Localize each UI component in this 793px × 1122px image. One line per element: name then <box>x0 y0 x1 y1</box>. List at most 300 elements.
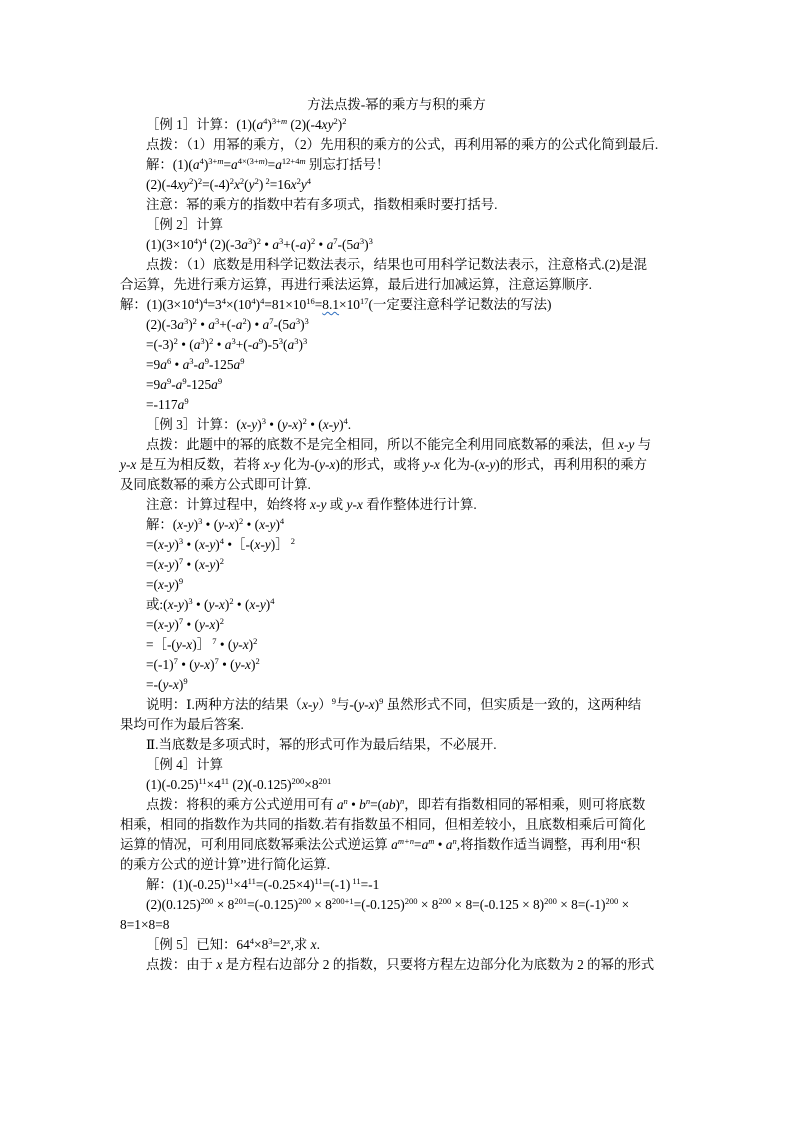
superscript: 4 <box>306 176 312 186</box>
math-variable: a <box>262 317 270 332</box>
superscript: 3 <box>247 236 253 246</box>
math-variable: a <box>182 357 190 372</box>
text-segment: • ( <box>202 517 219 532</box>
text-segment: 运算的情况，可利用同底数幂乘法公式逆运算 <box>120 837 392 852</box>
math-variable: y <box>300 177 307 192</box>
text-line <box>146 657 260 673</box>
superscript: 7 <box>178 616 184 626</box>
superscript: 2 <box>229 176 234 186</box>
math-variable: y-x <box>319 457 336 472</box>
text-segment: ) <box>210 657 215 672</box>
text-segment: =81×10 <box>264 297 307 312</box>
superscript: 3 <box>278 336 284 346</box>
text-segment: 点拨：由于 <box>146 957 217 972</box>
text-line <box>146 137 658 153</box>
math-variable: a <box>224 337 232 352</box>
superscript: 3 <box>304 316 309 326</box>
text-segment: ) <box>215 557 220 572</box>
math-variable: a <box>193 337 201 352</box>
math-variable: a <box>177 397 185 412</box>
superscript: 3+ <box>208 156 218 166</box>
superscript: 9 <box>184 396 189 406</box>
superscript: 3 <box>261 416 266 426</box>
text-segment: ,将指数作适当调整，再利用“积 <box>456 837 641 852</box>
text-segment: =-( <box>146 677 163 692</box>
text-line <box>146 517 284 533</box>
math-variable: x-y <box>254 537 271 552</box>
math-variable: y-x <box>120 457 137 472</box>
text-segment: ) <box>252 237 257 252</box>
math-variable: x <box>233 177 240 192</box>
text-line <box>120 277 592 293</box>
text-segment: • ( <box>177 337 194 352</box>
superscript: m <box>280 116 288 126</box>
superscript: 3 <box>302 336 308 346</box>
superscript: 2 <box>296 176 301 186</box>
superscript: 2 <box>288 536 295 546</box>
superscript: 200 <box>544 896 557 906</box>
text-segment: ) <box>174 557 179 572</box>
superscript: 2 <box>263 176 270 186</box>
superscript: 4 <box>194 296 199 306</box>
superscript: 200 <box>605 896 619 906</box>
text-segment: =( <box>146 557 159 572</box>
text-segment: 说明：Ⅰ.两种方法的结果（ <box>146 697 302 712</box>
math-variable: y-x <box>234 657 251 672</box>
text-segment: =(-3) <box>146 337 174 352</box>
text-segment: • ( <box>183 557 199 572</box>
superscript: 2 <box>189 176 194 186</box>
superscript: 4 <box>263 116 268 126</box>
superscript: 3 <box>359 236 365 246</box>
superscript: 9 <box>331 696 336 706</box>
math-variable: y-x <box>281 417 299 432</box>
text-line <box>146 377 222 393</box>
math-variable: x-y <box>322 417 340 432</box>
math-variable: a <box>175 377 183 392</box>
text-segment: ( <box>244 177 249 192</box>
math-variable: y-x <box>346 497 363 512</box>
superscript: 6 <box>166 356 172 366</box>
text-segment: • ( <box>265 417 282 432</box>
text-segment: ) <box>267 117 272 132</box>
text-line <box>146 797 645 813</box>
superscript: 2 <box>219 556 225 566</box>
text-segment: 点拨：（1）底数是用科学记数法表示，结果也可用科学记数法表示，注意格式.(2)是混 <box>146 257 648 272</box>
text-segment: ) <box>306 237 311 252</box>
superscript: 4 <box>251 296 256 306</box>
text-segment: ) <box>188 317 193 332</box>
text-segment: • ( <box>243 517 260 532</box>
text-segment: = <box>223 157 232 172</box>
text-segment: × <box>618 897 630 912</box>
superscript: 2 <box>197 176 203 186</box>
text-segment: ［例 2］计算 <box>146 217 223 232</box>
text-segment: =( <box>146 537 159 552</box>
text-segment: 是方程右边部分 2 的指数，只要将方程左边部分化为底数为 2 的幂的形式 <box>222 957 655 972</box>
text-segment: × 8 <box>310 897 332 912</box>
math-variable: y-x <box>162 677 179 692</box>
superscript: 2 <box>239 176 245 186</box>
text-line <box>146 177 311 193</box>
superscript: 201 <box>318 776 332 786</box>
text-line <box>146 397 189 413</box>
text-segment: • ( <box>183 617 199 632</box>
text-segment: ) <box>258 177 264 192</box>
text-segment: =-1 <box>360 877 380 892</box>
text-line <box>120 837 640 853</box>
text-segment: +(- <box>283 237 300 252</box>
superscript: 12+4 <box>281 156 300 166</box>
text-line <box>146 197 498 213</box>
text-segment: ×4 <box>233 877 248 892</box>
text-segment: • ( <box>177 657 194 672</box>
text-segment: 虽然形式不同，但实质是一致的，这两种结 <box>383 697 642 712</box>
superscript: 200 <box>404 896 418 906</box>
text-segment: •［-( <box>224 537 255 552</box>
text-segment: • <box>315 237 327 252</box>
math-variable: a <box>160 357 167 372</box>
text-line <box>146 937 320 953</box>
text-segment: =-117 <box>146 397 178 412</box>
text-segment: =2 <box>272 937 287 952</box>
math-variable: a <box>198 357 205 372</box>
superscript: 3 <box>368 236 373 246</box>
superscript: 9 <box>166 376 172 386</box>
superscript: 2 <box>310 236 316 246</box>
superscript: 2 <box>242 316 247 326</box>
text-line <box>146 237 373 253</box>
text-segment: (2)(-4 <box>146 177 178 192</box>
superscript: 4 <box>199 156 204 166</box>
math-variable: a <box>299 237 307 252</box>
superscript: 11 <box>198 776 207 786</box>
math-variable: y <box>248 177 255 192</box>
text-segment: ) <box>248 637 254 652</box>
text-segment: • <box>171 357 183 372</box>
superscript: 11 <box>350 876 361 886</box>
text-segment: 与 <box>634 437 652 452</box>
superscript: 9 <box>379 696 384 706</box>
text-segment: ) <box>224 597 230 612</box>
superscript: 200 <box>291 776 305 786</box>
text-segment: • <box>434 837 446 852</box>
text-segment: • <box>347 797 360 812</box>
text-line <box>146 157 389 173</box>
text-line <box>146 117 347 133</box>
text-segment: =16 <box>269 177 291 192</box>
math-variable: y-x <box>193 657 211 672</box>
text-segment: ［例 3］计算： <box>146 417 237 432</box>
superscript: 3 <box>231 336 236 346</box>
superscript: 17 <box>360 296 369 306</box>
math-variable: y-x <box>423 457 440 472</box>
text-line <box>146 757 223 773</box>
math-variable: y-x <box>218 517 235 532</box>
text-line <box>146 537 295 553</box>
text-segment: 与-( <box>335 697 359 712</box>
text-segment: -125 <box>208 357 234 372</box>
superscript: 2 <box>254 176 259 186</box>
text-segment: ，即若有指数相同的幂相乘，则可将底数 <box>404 797 646 812</box>
text-segment: 8.1 <box>322 297 340 312</box>
text-segment: =3 <box>207 297 222 312</box>
text-segment: = <box>414 837 422 852</box>
superscript: 3 <box>178 536 184 546</box>
text-segment: ) <box>395 797 400 812</box>
math-variable: b <box>359 797 366 812</box>
text-segment: =(-0.125) <box>353 897 405 912</box>
text-line <box>146 437 651 453</box>
text-segment: ) <box>298 337 303 352</box>
text-segment: • ( <box>216 637 233 652</box>
text-segment: × 8 <box>417 897 439 912</box>
text-segment: (2)(-3 <box>146 317 178 332</box>
math-variable: xy <box>321 117 334 132</box>
superscript: m+n <box>397 836 414 846</box>
superscript: 11 <box>247 876 256 886</box>
text-segment: 点拨：（1）用幂的乘方，（2）先用积的乘方的公式，再利用幂的乘方的公式化简到最后. <box>146 137 659 152</box>
text-segment: ) <box>193 177 198 192</box>
superscript: 3 <box>279 236 284 246</box>
text-segment: =9 <box>146 357 161 372</box>
text-segment: 及同底数幂的乘方公式即可计算. <box>120 477 311 492</box>
superscript: m <box>299 156 306 166</box>
math-variable: a <box>289 317 296 332</box>
text-segment: ） <box>318 697 332 712</box>
text-segment: 方法点拨-幂的乘方与积的乘方 <box>307 97 486 112</box>
text-segment: • ( <box>218 657 235 672</box>
superscript: 7 <box>178 556 184 566</box>
math-variable: y-x <box>175 637 193 652</box>
text-segment: (2)(-0.125) <box>229 777 292 792</box>
math-variable: a <box>445 837 453 852</box>
text-segment: 点拨：此题中的幂的底数不是完全相同，所以不能完全利用同底数幂的乘法，但 <box>146 437 619 452</box>
math-variable: a <box>241 237 248 252</box>
math-variable: y-x <box>208 597 225 612</box>
text-line <box>146 877 379 893</box>
superscript: m <box>428 836 435 846</box>
text-segment: (2)(0.125) <box>146 897 201 912</box>
math-variable: a <box>177 317 184 332</box>
text-segment: =( <box>146 617 159 632</box>
text-segment: ) <box>339 417 344 432</box>
math-variable: x-y <box>158 577 175 592</box>
math-variable: x-y <box>167 597 184 612</box>
superscript: 4×(3+ <box>237 156 259 166</box>
superscript: 2 <box>192 316 197 326</box>
superscript: 4 <box>221 296 226 306</box>
text-segment: ) <box>364 237 369 252</box>
superscript: 9 <box>178 576 184 586</box>
math-variable: x-y <box>177 517 194 532</box>
text-segment: ×10 <box>339 297 360 312</box>
math-variable: a <box>211 377 218 392</box>
text-segment: × 8=(-1) <box>556 897 606 912</box>
text-segment: 或:( <box>146 597 168 612</box>
text-segment: =(-0.25×4) <box>255 877 315 892</box>
text-segment: ×8 <box>304 777 319 792</box>
text-line <box>146 597 275 613</box>
text-segment: )的形式，再利用积的乘方 <box>495 457 648 472</box>
superscript: 3+ <box>271 116 281 126</box>
text-segment: Ⅱ.当底数是多项式时，幂的形式可作为最后结果，不必展开. <box>146 737 497 752</box>
superscript: 9 <box>182 376 187 386</box>
superscript: 4 <box>270 596 275 606</box>
text-segment: ) <box>275 517 280 532</box>
text-line <box>146 737 497 753</box>
math-variable: y-x <box>358 697 375 712</box>
text-segment: ) <box>178 677 184 692</box>
superscript: 200 <box>200 896 214 906</box>
superscript: m <box>217 156 224 166</box>
text-segment: ×8 <box>254 937 269 952</box>
superscript: 3 <box>188 596 193 606</box>
text-segment: ) <box>337 117 343 132</box>
text-segment: 化为-( <box>439 457 479 472</box>
text-segment: 化为-( <box>279 457 319 472</box>
math-variable: x-y <box>478 457 496 472</box>
superscript: 7 <box>214 656 219 666</box>
math-variable: x-y <box>310 497 327 512</box>
text-segment: (一定要注意科学记数法的写法) <box>368 297 552 312</box>
superscript: 3 <box>183 316 189 326</box>
text-segment: ) <box>204 337 210 352</box>
text-segment: =［-( <box>146 637 176 652</box>
math-variable: x-y <box>249 597 266 612</box>
superscript: 2 <box>219 616 225 626</box>
math-variable: a <box>235 317 243 332</box>
text-line <box>146 497 477 513</box>
text-segment: ) <box>300 317 305 332</box>
text-segment: 或 <box>326 497 347 512</box>
text-segment: ) <box>174 577 179 592</box>
text-line <box>146 777 331 793</box>
text-segment: =(-1) <box>322 877 351 892</box>
superscript: 4 <box>249 936 255 946</box>
text-line <box>146 337 307 353</box>
text-segment: 看作整体进行计算. <box>362 497 477 512</box>
superscript: x <box>286 936 291 946</box>
superscript: 3 <box>189 356 194 366</box>
text-line <box>146 677 188 693</box>
text-segment: ×4 <box>206 777 221 792</box>
text-segment: 果均可作为最后答案. <box>120 717 244 732</box>
page-title <box>0 97 793 113</box>
superscript: 2 <box>256 236 261 246</box>
text-line <box>146 557 224 573</box>
math-variable: a <box>275 157 282 172</box>
text-line <box>146 637 257 653</box>
text-segment: 解：(1)(-0.25) <box>146 877 226 892</box>
superscript: n <box>452 836 457 846</box>
text-segment: . <box>316 937 320 952</box>
superscript: 9 <box>183 676 188 686</box>
superscript: 200 <box>298 896 311 906</box>
text-segment: ,求 <box>290 937 311 952</box>
superscript: 4 <box>193 236 198 246</box>
superscript: 3 <box>200 336 205 346</box>
text-line <box>146 417 351 433</box>
superscript: 4 <box>260 296 265 306</box>
superscript: 2 <box>342 116 347 126</box>
superscript: 201 <box>234 896 248 906</box>
text-segment: • <box>196 317 209 332</box>
superscript: 4 <box>219 536 225 546</box>
text-segment: 是互为相反数，若将 <box>136 457 264 472</box>
superscript: ) <box>264 156 268 166</box>
text-segment: -(5 <box>273 317 290 332</box>
math-variable: x-y <box>158 617 175 632</box>
text-segment: ) <box>174 537 179 552</box>
text-segment: ( <box>236 417 241 432</box>
text-segment: ) <box>197 237 203 252</box>
math-variable: a <box>353 237 360 252</box>
superscript: 9 <box>204 356 209 366</box>
text-segment: -125 <box>186 377 212 392</box>
math-variable: x-y <box>259 517 276 532</box>
text-segment: (1)( <box>236 117 257 132</box>
text-segment: ) <box>203 157 209 172</box>
superscript: 2 <box>255 656 260 666</box>
superscript: 16 <box>306 296 315 306</box>
text-segment: )-5 <box>263 337 279 352</box>
text-segment: • ( <box>306 417 323 432</box>
text-segment: ) <box>215 537 220 552</box>
superscript: 7 <box>333 236 338 246</box>
math-variable: a <box>326 237 334 252</box>
text-segment: ) <box>265 597 271 612</box>
text-line <box>146 357 244 373</box>
text-segment: ) <box>298 417 303 432</box>
text-segment: = <box>267 157 276 172</box>
text-segment: ) <box>255 297 261 312</box>
text-segment: 别忘打括号！ <box>305 157 390 172</box>
superscript: 2 <box>333 116 338 126</box>
superscript: 2 <box>209 336 214 346</box>
text-segment: +(- <box>235 337 253 352</box>
text-segment: (1)(-0.25) <box>146 777 199 792</box>
text-segment: =( <box>146 577 159 592</box>
text-segment: 点拨：将积的乘方公式逆用可有 <box>146 797 337 812</box>
superscript: 200 <box>438 896 452 906</box>
text-segment: (2)(-3 <box>206 237 242 252</box>
text-line <box>120 457 647 473</box>
text-segment: ) <box>193 517 199 532</box>
superscript: n <box>400 796 405 806</box>
math-variable: x-y <box>198 537 216 552</box>
text-segment: 合运算，先进行乘方运算，再进行乘法运算，最后进行加减运算，注意运算顺序. <box>120 277 593 292</box>
superscript: 200+1 <box>331 896 354 906</box>
math-variable: a <box>208 317 215 332</box>
math-variable: a <box>256 117 264 132</box>
text-line <box>146 897 629 913</box>
text-line <box>146 257 647 273</box>
math-variable: a <box>287 337 295 352</box>
text-segment: ) <box>257 417 262 432</box>
text-segment: ) <box>183 597 189 612</box>
text-segment: × 8 <box>213 897 235 912</box>
superscript: 11 <box>314 876 323 886</box>
text-line <box>120 917 169 933</box>
text-segment: (2)(-4 <box>287 117 322 132</box>
math-variable: y-x <box>232 637 249 652</box>
text-line <box>120 477 311 493</box>
text-segment: 注意：计算过程中，始终将 <box>146 497 311 512</box>
text-segment: . <box>347 417 352 432</box>
superscript: 4 <box>279 516 285 526</box>
math-variable: a <box>160 377 167 392</box>
